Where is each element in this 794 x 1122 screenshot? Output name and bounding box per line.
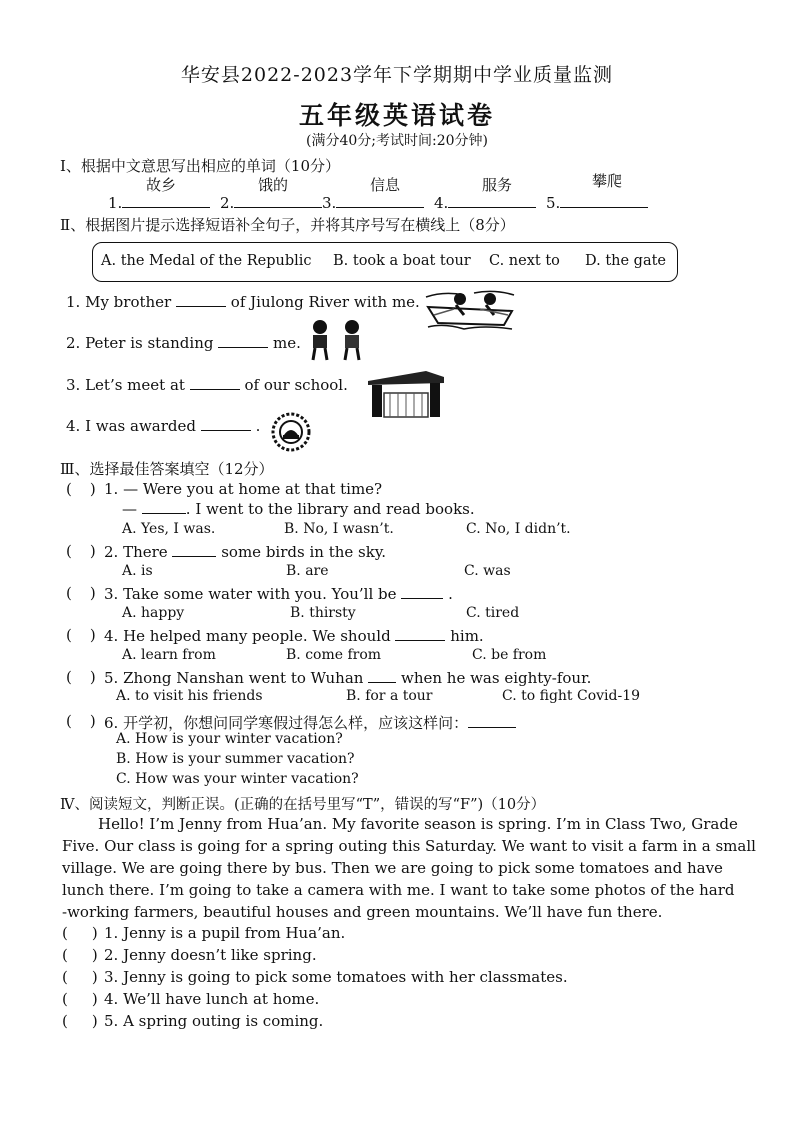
section2-question-3	[66, 375, 348, 394]
phrase-option-box	[92, 242, 678, 282]
paren-close: )	[89, 542, 96, 560]
statement-2: 2. Jenny doesn’t like spring.	[104, 946, 317, 964]
passage-line-1: Hello! I’m Jenny from Hua’an. My favorite season is spring. I’m in Class Two, Grade	[98, 815, 738, 833]
section1-heading: Ⅰ、根据中文意思写出相应的单词（10分）	[60, 157, 341, 175]
q3-2-stem	[104, 542, 386, 561]
paren-close: )	[91, 968, 98, 986]
question-text: 4. I was awarded	[66, 417, 196, 435]
question-text: .	[255, 417, 261, 435]
answer-blank[interactable]	[560, 193, 648, 208]
q3-4-stem	[104, 626, 484, 645]
answer-blank[interactable]	[336, 193, 424, 208]
answer-blank[interactable]	[234, 193, 322, 208]
paren-close: )	[89, 626, 96, 644]
question-text: when he was eighty-four.	[400, 669, 592, 687]
statement-5: 5. A spring outing is coming.	[104, 1012, 324, 1030]
q3-6-option-c: C. How was your winter vacation?	[116, 771, 359, 787]
q3-1-option-b: B. No, I wasn’t.	[284, 521, 394, 537]
q3-5-option-c: C. to fight Covid-19	[502, 688, 641, 704]
answer-blank[interactable]	[368, 668, 396, 683]
paren-close: )	[91, 1012, 98, 1030]
question-text: 5. Zhong Nanshan went to Wuhan	[104, 669, 364, 687]
question-text: of Jiulong River with me.	[230, 293, 420, 311]
boat-tour-picture	[424, 285, 516, 331]
section1-blank-4	[434, 193, 536, 212]
question-text: 3. Take some water with you. You’ll be	[104, 585, 397, 603]
paren-close: )	[91, 946, 98, 964]
q3-2-option-a: A. is	[122, 563, 153, 579]
section1-blank-1	[108, 193, 210, 212]
exam-title: 华安县2022-2023学年下学期期中学业质量监测	[180, 64, 614, 86]
paren-open: (	[62, 990, 68, 1008]
answer-blank[interactable]	[122, 193, 210, 208]
answer-paren-3-1[interactable]	[66, 480, 96, 498]
paren-open: (	[62, 924, 68, 942]
section1-number-2: 2.	[220, 194, 235, 212]
q3-4-option-b: B. come from	[286, 647, 382, 663]
section1-blank-3	[322, 193, 424, 212]
answer-paren-3-6[interactable]	[66, 712, 96, 730]
section1-word-4: 服务	[482, 176, 513, 194]
q3-1-stem: 1. — Were you at home at that time?	[104, 480, 383, 498]
section2-question-4	[66, 416, 260, 435]
q3-5-stem	[104, 668, 591, 687]
q3-3-option-b: B. thirsty	[290, 605, 356, 621]
section1-word-2: 饿的	[258, 176, 289, 194]
paren-open: (	[66, 480, 72, 498]
answer-blank[interactable]	[172, 542, 216, 557]
q3-4-option-c: C. be from	[472, 647, 547, 663]
section1-number-3: 3.	[322, 194, 337, 212]
paren-open: (	[66, 668, 72, 686]
answer-paren-3-2[interactable]	[66, 542, 96, 560]
q3-6-option-a: A. How is your winter vacation?	[116, 731, 343, 747]
q3-5-option-b: B. for a tour	[346, 688, 433, 704]
section2-heading: Ⅱ、根据图片提示选择短语补全句子，并将其序号写在横线上（8分）	[60, 216, 515, 234]
answer-blank[interactable]	[142, 499, 186, 514]
paren-close: )	[89, 480, 96, 498]
section2-question-2	[66, 333, 301, 352]
question-text: 4. He helped many people. We should	[104, 627, 391, 645]
phrase-option-d: D. the gate	[585, 253, 667, 269]
answer-blank[interactable]	[218, 333, 268, 348]
statement-1: 1. Jenny is a pupil from Hua’an.	[104, 924, 346, 942]
q3-4-option-a: A. learn from	[122, 647, 216, 663]
question-text: . I went to the library and read books.	[185, 500, 475, 518]
question-text: 1. My brother	[66, 293, 172, 311]
phrase-option-a: A. the Medal of the Republic	[101, 253, 312, 269]
section3-heading: Ⅲ、选择最佳答案填空（12分）	[60, 460, 274, 478]
answer-paren-4-2[interactable]	[62, 946, 98, 964]
passage-line-3: village. We are going there by bus. Then we are going to pick some tomatoes and have	[62, 859, 723, 877]
answer-paren-4-4[interactable]	[62, 990, 98, 1008]
paren-open: (	[66, 626, 72, 644]
paren-open: (	[66, 542, 72, 560]
section1-word-3: 信息	[370, 176, 401, 194]
passage-line-5: -working farmers, beautiful houses and green mountains. We’ll have fun there.	[62, 903, 663, 921]
question-text: him.	[450, 627, 484, 645]
paren-close: )	[91, 924, 98, 942]
q3-6-option-b: B. How is your summer vacation?	[116, 751, 355, 767]
paren-close: )	[89, 668, 96, 686]
paren-close: )	[89, 712, 96, 730]
question-text: 6. 开学初，你想问同学寒假过得怎么样，应该这样问：	[104, 714, 469, 732]
q3-5-option-a: A. to visit his friends	[116, 688, 263, 704]
answer-blank[interactable]	[468, 713, 516, 728]
phrase-option-b: B. took a boat tour	[333, 253, 471, 269]
paren-open: (	[66, 584, 72, 602]
question-text: .	[448, 585, 453, 603]
statement-3: 3. Jenny is going to pick some tomatoes with her classmates.	[104, 968, 568, 986]
paren-open: (	[62, 1012, 68, 1030]
question-text: 3. Let’s meet at	[66, 376, 185, 394]
section1-number-1: 1.	[108, 194, 123, 212]
question-text: me.	[273, 334, 301, 352]
answer-paren-4-1[interactable]	[62, 924, 98, 942]
answer-blank[interactable]	[401, 584, 443, 599]
passage-line-4: lunch there. I’m going to take a camera with me. I want to take some photos of the hard	[62, 881, 735, 899]
question-text: of our school.	[244, 376, 348, 394]
section4-heading: Ⅳ、阅读短文，判断正误。(正确的在括号里写“T”，错误的写“F”)（10分）	[60, 797, 546, 813]
q3-3-option-a: A. happy	[122, 605, 185, 621]
section1-blank-5	[546, 193, 648, 212]
paren-close: )	[89, 584, 96, 602]
exam-info: (满分40分;考试时间:20分钟)	[306, 133, 488, 149]
question-text: some birds in the sky.	[221, 543, 387, 561]
section1-number-4: 4.	[434, 194, 449, 212]
answer-blank[interactable]	[176, 292, 226, 307]
q3-2-option-c: C. was	[464, 563, 511, 579]
q3-6-stem	[104, 712, 516, 733]
q3-1-option-a: A. Yes, I was.	[122, 521, 216, 537]
section1-word-5: 攀爬	[592, 172, 623, 190]
q3-1-option-c: C. No, I didn’t.	[466, 521, 571, 537]
passage-line-2: Five. Our class is going for a spring outing this Saturday. We want to visit a farm in a small	[62, 837, 756, 855]
two-boys-picture	[306, 318, 368, 362]
q3-2-option-b: B. are	[286, 563, 329, 579]
phrase-option-c: C. next to	[489, 253, 560, 269]
paren-open: (	[66, 712, 72, 730]
answer-blank[interactable]	[395, 626, 445, 641]
answer-paren-4-3[interactable]	[62, 968, 98, 986]
question-text: 2. There	[104, 543, 168, 561]
answer-blank[interactable]	[190, 375, 240, 390]
answer-paren-4-5[interactable]	[62, 1012, 98, 1030]
paren-open: (	[62, 968, 68, 986]
paren-open: (	[62, 946, 68, 964]
section2-question-1	[66, 292, 420, 311]
section1-number-5: 5.	[546, 194, 561, 212]
medal-picture	[270, 411, 312, 453]
answer-paren-3-3[interactable]	[66, 584, 96, 602]
answer-paren-3-4[interactable]	[66, 626, 96, 644]
answer-blank[interactable]	[448, 193, 536, 208]
q3-1-line2: — . I went to the library and read books.	[122, 500, 475, 518]
q3-3-stem	[104, 584, 453, 603]
section1-blank-2	[220, 193, 322, 212]
q3-3-option-c: C. tired	[466, 605, 520, 621]
statement-4: 4. We’ll have lunch at home.	[104, 990, 320, 1008]
answer-blank[interactable]	[201, 416, 251, 431]
school-gate-picture	[366, 367, 448, 419]
exam-subject-title: 五年级英语试卷	[298, 101, 495, 130]
answer-paren-3-5[interactable]	[66, 668, 96, 686]
question-text: 2. Peter is standing	[66, 334, 214, 352]
paren-close: )	[91, 990, 98, 1008]
section1-word-1: 故乡	[146, 176, 177, 194]
